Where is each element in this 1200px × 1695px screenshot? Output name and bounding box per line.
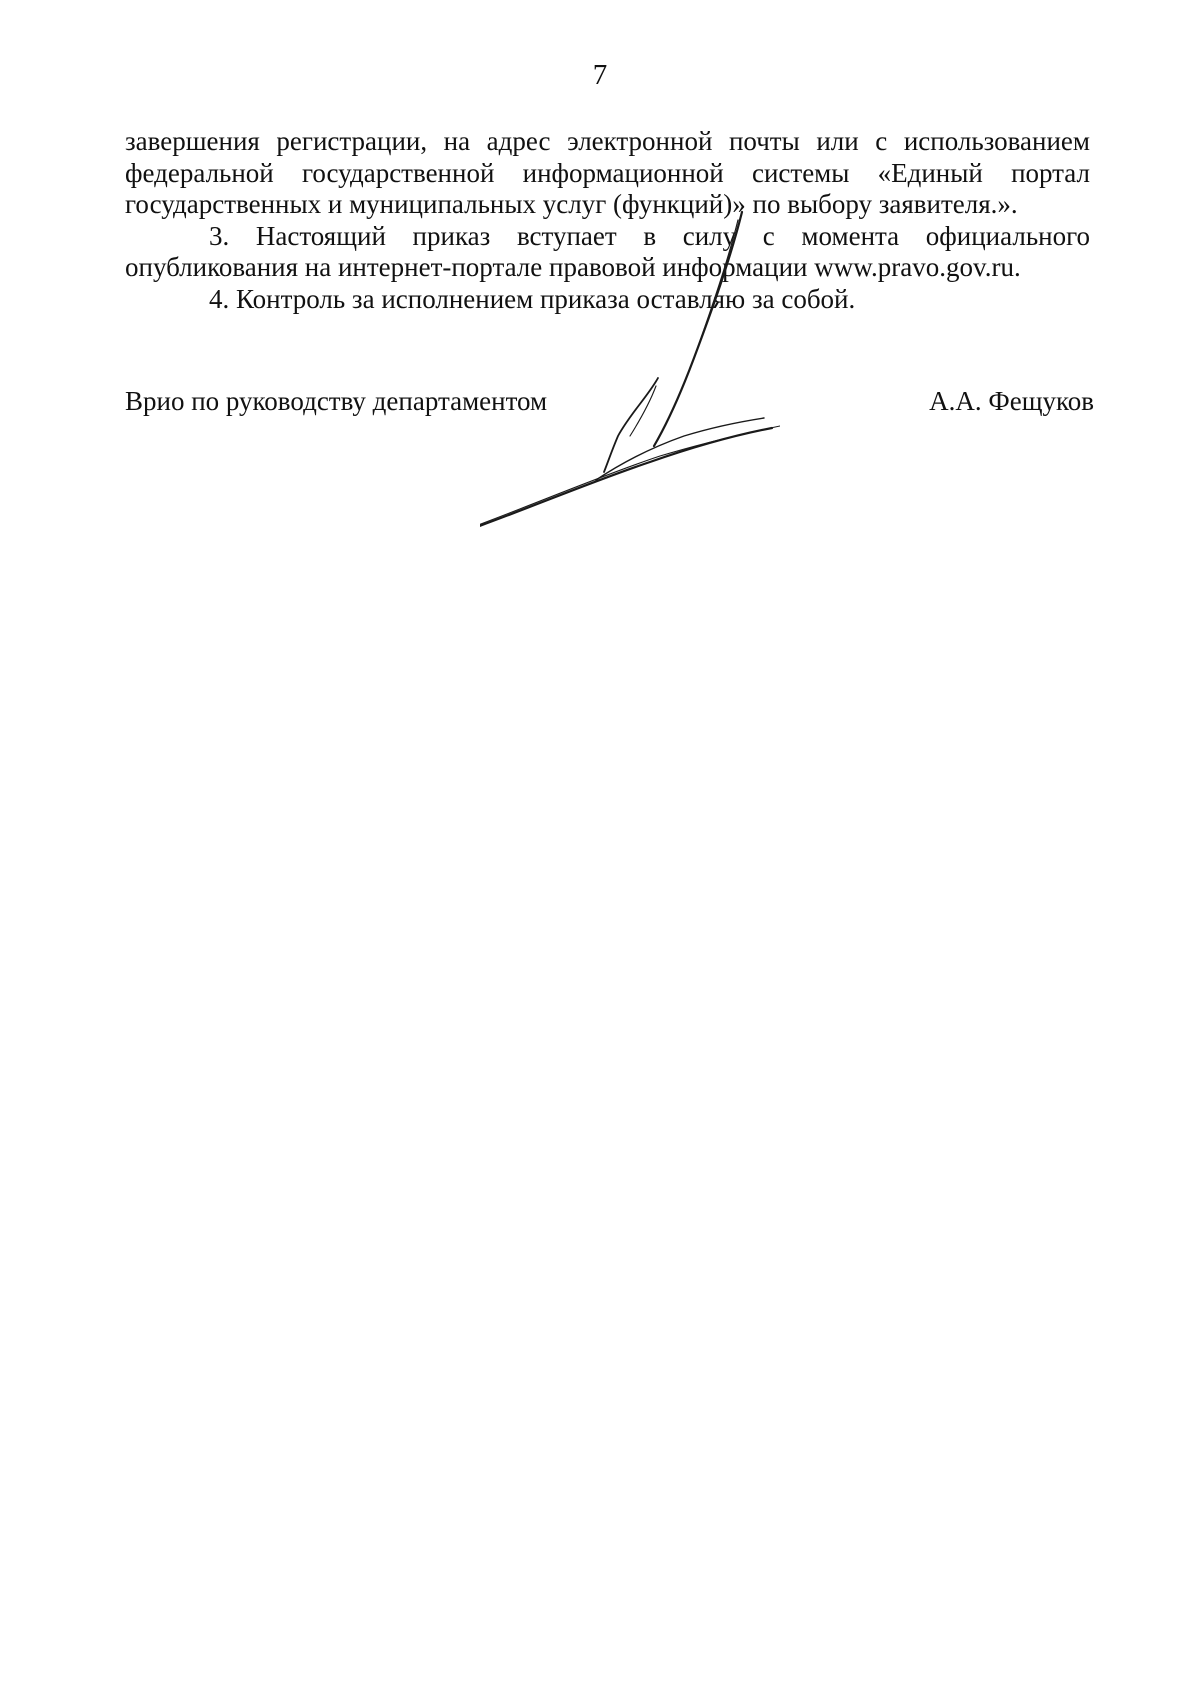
paragraph-4: 4. Контроль за исполнением приказа оставляю за собой. [209,283,856,314]
body-line-2: федеральной государственной информационной системы «Единый портал [125,157,1090,188]
body-line-1: завершения регистрации, на адрес электронной почты или с использованием [125,126,1090,156]
page-number: 7 [592,59,608,91]
handwritten-signature [480,200,780,540]
paragraph-3-line-1: 3. Настоящий приказ вступает в силу с момента официального [209,220,1090,251]
signatory-position: Врио по руководству департаментом [125,386,548,416]
signatory-name: А.А. Фещуков [929,386,1094,416]
body-line-3: государственных и муниципальных услуг (функций)» по выбору заявителя.». [125,189,1018,219]
paragraph-3-line-2: опубликования на интернет-портале правовой информации www.pravo.gov.ru. [125,252,1021,282]
